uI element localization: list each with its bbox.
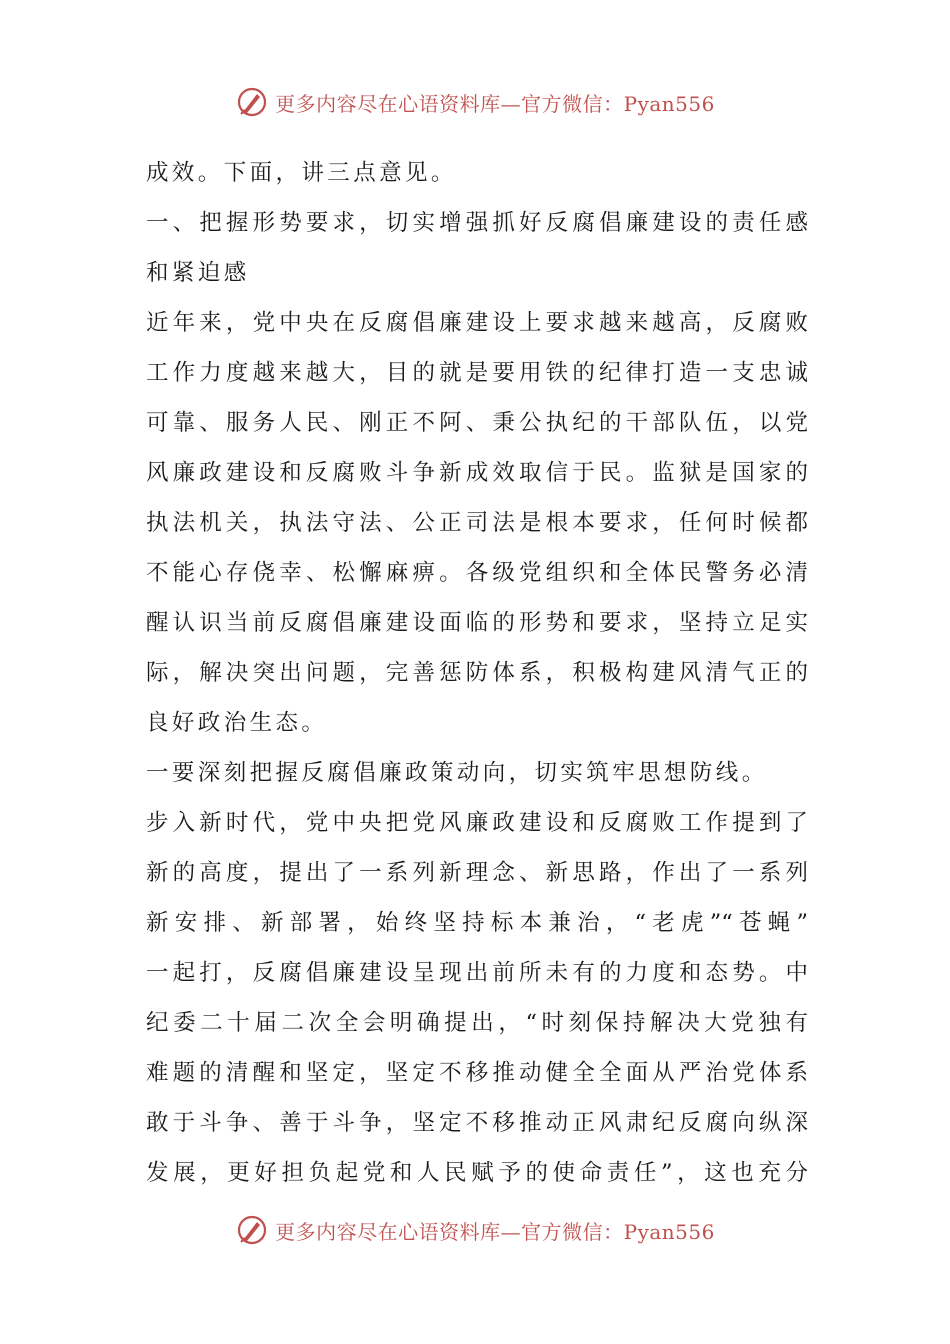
text-line: 工作力度越来越大，目的就是要用铁的纪律打造一支忠诚 xyxy=(146,360,808,386)
text-line: 醒认识当前反腐倡廉建设面临的形势和要求，坚持立足实 xyxy=(146,610,808,636)
wechat-id: Pyan556 xyxy=(623,1219,715,1244)
text-line: 不能心存侥幸、松懈麻痹。各级党组织和全体民警务必清 xyxy=(146,560,808,586)
section-heading-line: 一、把握形势要求，切实增强抓好反腐倡廉建设的责任感 xyxy=(146,210,808,236)
watermark-text: 更多内容尽在心语资料库—官方微信：Pyan556 xyxy=(275,91,715,116)
text-line: 难题的清醒和坚定，坚定不移推动健全全面从严治党体系 xyxy=(146,1060,808,1086)
wechat-id: Pyan556 xyxy=(623,91,715,116)
pen-logo-icon xyxy=(235,85,269,119)
text-line: 一起打，反腐倡廉建设呈现出前所未有的力度和态势。中 xyxy=(146,960,808,986)
text-line: 际，解决突出问题，完善惩防体系，积极构建风清气正的 xyxy=(146,660,808,686)
text-line: 发展，更好担负起党和人民赋予的使命责任”，这也充分 xyxy=(146,1160,808,1186)
text-line: 可靠、服务人民、刚正不阿、秉公执纪的干部队伍，以党 xyxy=(146,410,808,436)
header-watermark-banner xyxy=(0,82,950,122)
section-heading-line: 和紧迫感 xyxy=(146,260,250,286)
text-line: 风廉政建设和反腐败斗争新成效取信于民。监狱是国家的 xyxy=(146,460,808,486)
pen-logo-icon xyxy=(235,1213,269,1247)
watermark-text: 更多内容尽在心语资料库—官方微信：Pyan556 xyxy=(275,1219,715,1244)
text-line: 纪委二十届二次全会明确提出，“时刻保持解决大党独有 xyxy=(146,1010,808,1036)
text-line: 步入新时代，党中央把党风廉政建设和反腐败工作提到了 xyxy=(146,810,808,836)
text-line: 执法机关，执法守法、公正司法是根本要求，任何时候都 xyxy=(146,510,808,536)
text-line: 新安排、新部署，始终坚持标本兼治，“老虎”“苍蝇” xyxy=(146,910,808,936)
subheading-line: 一要深刻把握反腐倡廉政策动向，切实筑牢思想防线。 xyxy=(146,760,768,786)
text-line: 近年来，党中央在反腐倡廉建设上要求越来越高，反腐败 xyxy=(146,310,808,336)
text-line: 新的高度，提出了一系列新理念、新思路，作出了一系列 xyxy=(146,860,808,886)
text-line: 良好政治生态。 xyxy=(146,710,328,736)
footer-watermark-banner xyxy=(0,1210,950,1250)
text-line: 成效。下面，讲三点意见。 xyxy=(146,160,457,186)
text-line: 敢于斗争、善于斗争，坚定不移推动正风肃纪反腐向纵深 xyxy=(146,1110,808,1136)
document-body xyxy=(146,148,808,1198)
